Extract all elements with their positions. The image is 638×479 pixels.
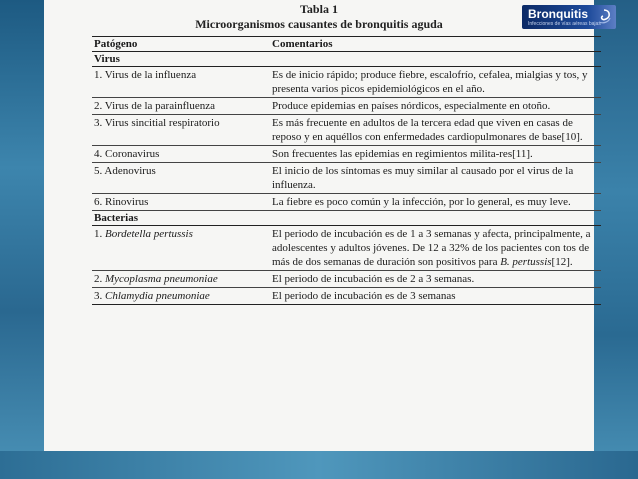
table-row: [92, 226, 601, 271]
table-row: [92, 146, 601, 163]
pathogen-comment: El periodo de incubación es de 2 a 3 semanas.: [270, 271, 601, 288]
section-virus: Virus: [92, 52, 601, 67]
pathogen-name: 2. Virus de la parainfluenza: [92, 98, 270, 115]
table-row: [92, 67, 601, 98]
pathogen-number: 3.: [94, 290, 103, 302]
table-row: [92, 194, 601, 211]
section-bacteria: Bacterias: [92, 211, 601, 226]
table-row: [92, 98, 601, 115]
pathogen-species: Chlamydia pneumoniae: [105, 290, 210, 302]
logo-badge: [522, 5, 616, 29]
logo-subtitle: Infecciones de vías aéreas bajas: [528, 21, 601, 27]
pathogen-name: [92, 288, 270, 305]
table-row: [92, 163, 601, 194]
document-page: [44, 0, 594, 451]
pathogen-comment: Son frecuentes las epidemias en regimientos milita-res[11].: [270, 146, 601, 163]
table-row: [92, 288, 601, 305]
comment-citation: [12].: [551, 256, 573, 268]
pathogen-table: [92, 36, 601, 305]
pathogen-comment: Es más frecuente en adultos de la tercera edad que viven en casas de reposo y en aquéllos con enfermedades cardiopulmonares de base[10].: [270, 115, 601, 146]
pathogen-comment: [270, 226, 601, 271]
pathogen-species: Bordetella pertussis: [105, 228, 193, 240]
pathogen-name: [92, 226, 270, 271]
pathogen-name: 3. Virus sincitial respiratorio: [92, 115, 270, 146]
pathogen-comment: La fiebre es poco común y la infección, por lo general, es muy leve.: [270, 194, 601, 211]
pathogen-comment: Es de inicio rápido; produce fiebre, escalofrío, cefalea, mialgias y tos, y presenta varios picos epidemiológicos en el año.: [270, 67, 601, 98]
pathogen-name: 1. Virus de la influenza: [92, 67, 270, 98]
table-caption: Microorganismos causantes de bronquitis aguda: [195, 17, 443, 31]
pathogen-name: [92, 271, 270, 288]
pathogen-comment: El inicio de los síntomas es muy similar al causado por el virus de la influenza.: [270, 163, 601, 194]
comment-species: B. pertussis: [500, 256, 552, 268]
pathogen-name: 5. Adenovirus: [92, 163, 270, 194]
logo-text: Bronquitis: [528, 7, 588, 21]
pathogen-number: 1.: [94, 228, 103, 240]
swirl-icon: [595, 8, 613, 26]
table-number: Tabla 1: [300, 2, 338, 16]
pathogen-name: 6. Rinovirus: [92, 194, 270, 211]
pathogen-species: Mycoplasma pneumoniae: [105, 273, 218, 285]
comment-text: El periodo de incubación es de 1 a 3 semanas y afecta, principalmente, a adolescentes y adultos jóvenes. De 12 a 32% de los pacientes con tos de más de dos semanas de duración son positivos para: [272, 228, 591, 268]
header-pathogen: Patógeno: [92, 37, 270, 52]
pathogen-name: 4. Coronavirus: [92, 146, 270, 163]
pathogen-comment: El periodo de incubación es de 3 semanas: [270, 288, 601, 305]
background-left-panel: [0, 0, 44, 479]
background-bottom-band: [0, 451, 638, 479]
pathogen-number: 2.: [94, 273, 103, 285]
pathogen-comment: Produce epidemias en países nórdicos, especialmente en otoño.: [270, 98, 601, 115]
header-comments: Comentarios: [270, 37, 601, 52]
table-row: [92, 271, 601, 288]
table-row: [92, 115, 601, 146]
